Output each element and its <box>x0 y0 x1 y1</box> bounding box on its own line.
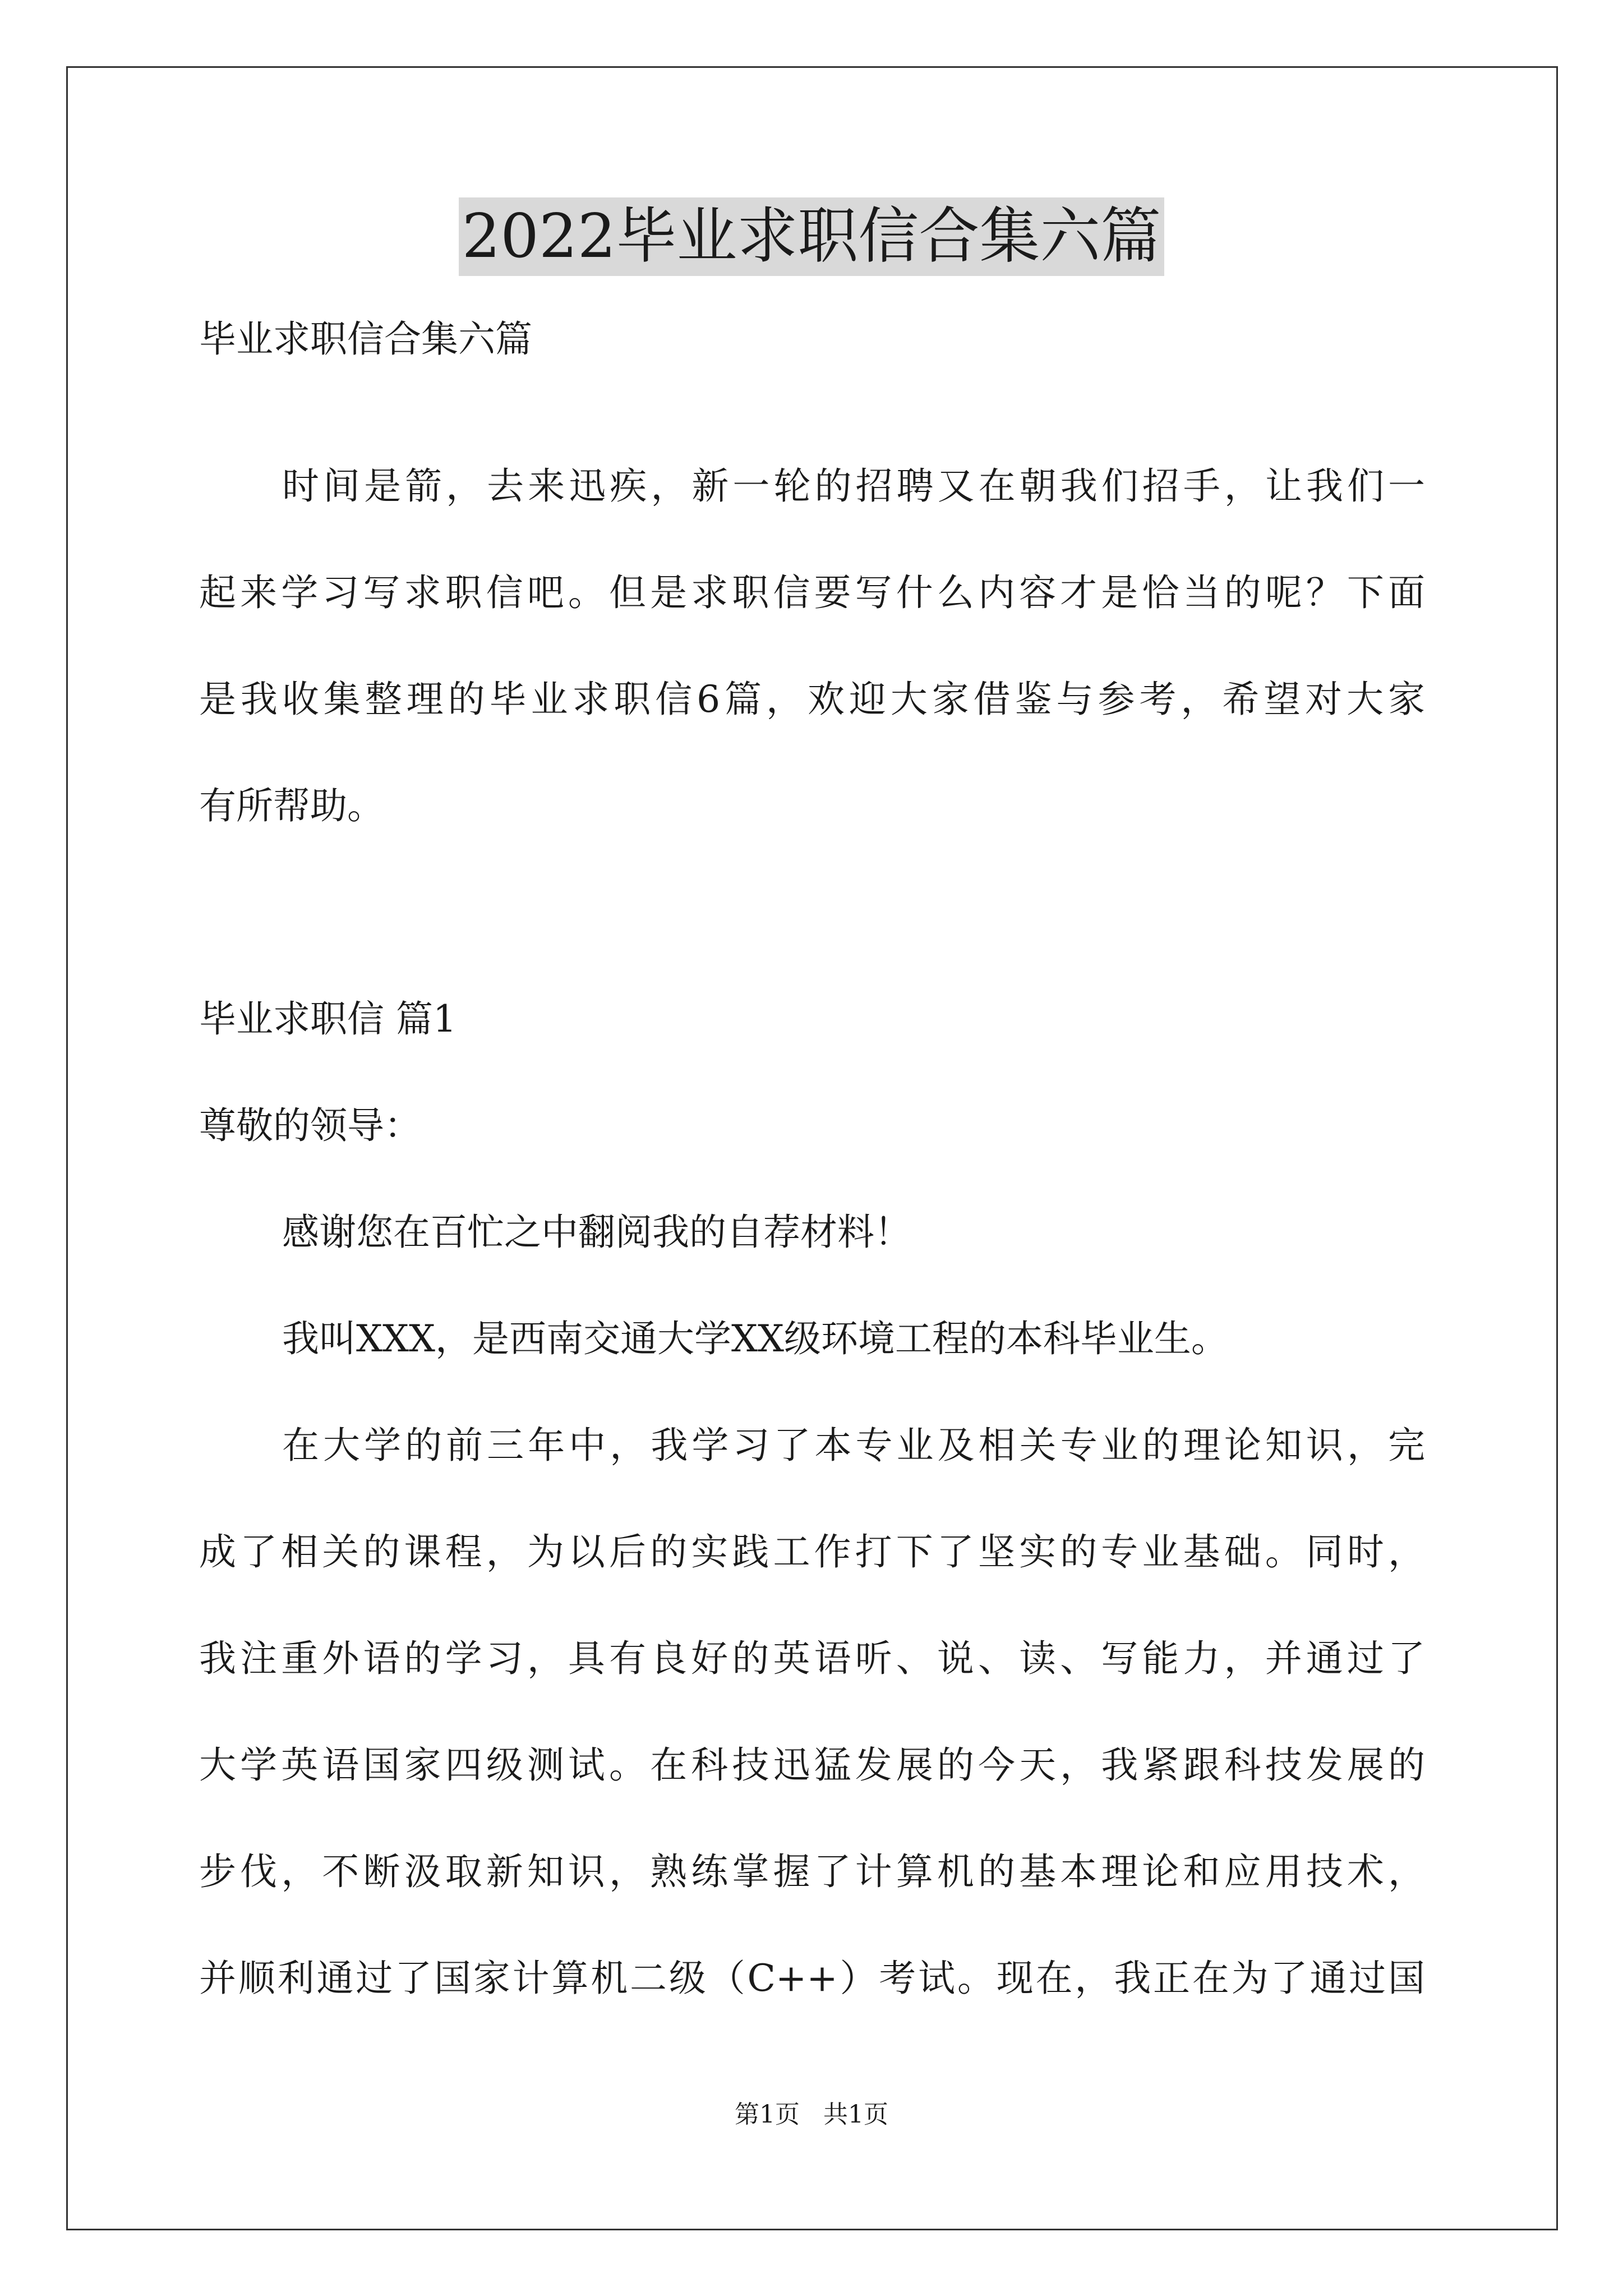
paragraph-line: 时间是箭，去来迅疾，新一轮的招聘又在朝我们招手，让我们一 <box>282 464 1425 508</box>
paragraph-line: 起来学习写求职信吧。但是求职信要写什么内容才是恰当的呢？下面 <box>199 571 1425 614</box>
paragraph-line: 感谢您在百忙之中翻阅我的自荐材料！ <box>282 1211 911 1254</box>
paragraph-line: 大学英语国家四级测试。在科技迅猛发展的今天，我紧跟科技发展的 <box>199 1743 1425 1787</box>
paragraph-line: 成了相关的课程，为以后的实践工作打下了坚实的专业基础。同时， <box>199 1530 1425 1573</box>
paragraph-line: 我注重外语的学习，具有良好的英语听、说、读、写能力，并通过了 <box>199 1637 1425 1680</box>
paragraph-line: 我叫XXX，是西南交通大学XX级环境工程的本科毕业生。 <box>282 1317 1228 1360</box>
paragraph-line: 并顺利通过了国家计算机二级（C++）考试。现在，我正在为了通过国 <box>199 1957 1425 2000</box>
paragraph-line: 在大学的前三年中，我学习了本专业及相关专业的理论知识，完 <box>282 1424 1425 1467</box>
paragraph-line: 是我收集整理的毕业求职信6篇，欢迎大家借鉴与参考，希望对大家 <box>199 678 1425 721</box>
page-number: 第1页 <box>735 2100 800 2129</box>
page-footer <box>0 2098 1623 2132</box>
page-total: 共1页 <box>823 2100 888 2129</box>
paragraph-line: 有所帮助。 <box>199 784 384 827</box>
subtitle-line: 毕业求职信合集六篇 <box>199 318 532 361</box>
document-title: 2022毕业求职信合集六篇 <box>459 197 1165 276</box>
section-heading: 毕业求职信 篇1 <box>199 997 457 1041</box>
title-container <box>0 197 1623 276</box>
paragraph-line: 步伐，不断汲取新知识，熟练掌握了计算机的基本理论和应用技术， <box>199 1850 1425 1893</box>
salutation: 尊敬的领导： <box>199 1104 421 1147</box>
